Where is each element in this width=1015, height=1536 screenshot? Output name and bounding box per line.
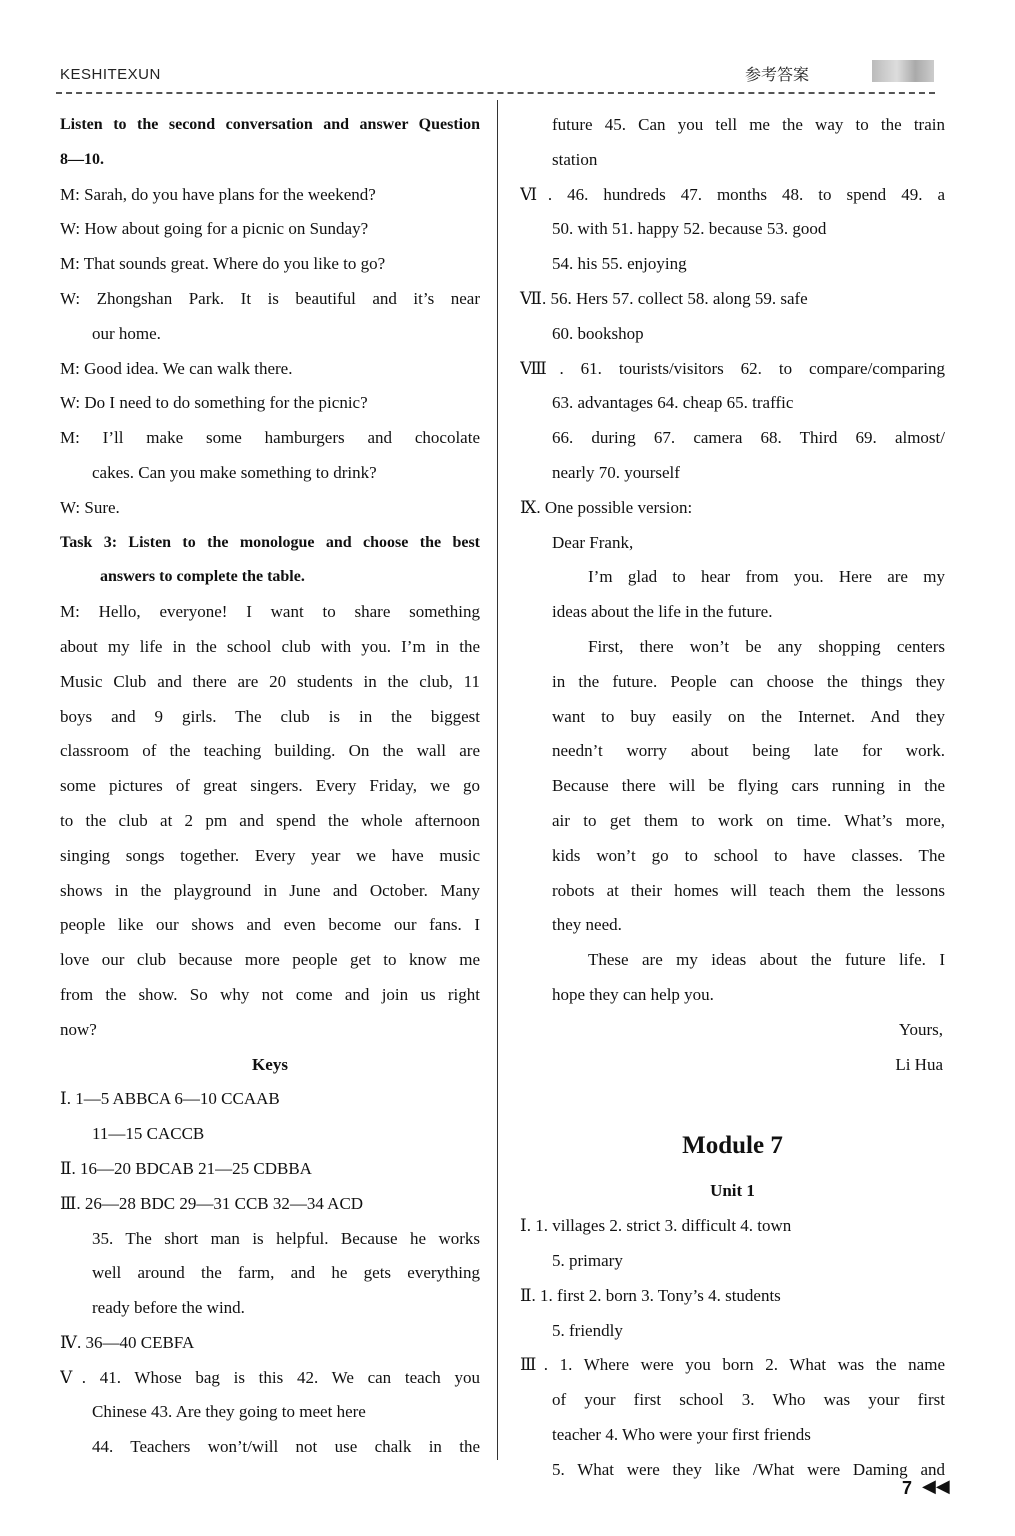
section-title: 参考答案: [745, 65, 810, 84]
text-line: W: Zhongshan Park. It is beautiful and it’s near: [60, 288, 480, 308]
text-line: kids won’t go to school to have classes. The: [552, 845, 945, 865]
text-line: 54. his 55. enjoying: [552, 254, 687, 274]
text-line: Ⅶ. 56. Hers 57. collect 58. along 59. safe: [520, 288, 808, 308]
text-line: about my life in the school club with you. I’m in the: [60, 636, 480, 656]
text-line: Unit 1: [710, 1181, 755, 1201]
text-line: Yours,: [898, 1019, 943, 1039]
text-line: Ⅲ. 26—28 BDC 29—31 CCB 32—34 ACD: [60, 1193, 364, 1213]
text-line: in the future. People can choose the things they: [552, 671, 945, 691]
text-line: First, there won’t be any shopping centers: [588, 636, 945, 656]
brand-label: KESHITEXUN: [60, 66, 161, 83]
text-line: from the show. So why not come and join us right: [60, 984, 480, 1004]
text-line: classroom of the teaching building. On the wall are: [60, 741, 480, 761]
text-line: teacher 4. Who were your first friends: [552, 1424, 811, 1444]
text-line: air to get them to work on time. What’s more,: [552, 810, 945, 830]
text-line: robots at their homes will teach them the lessons: [552, 880, 945, 900]
text-line: shows in the playground in June and October. Many: [60, 880, 480, 900]
page-number: 7: [902, 1478, 913, 1498]
text-line: Dear Frank,: [552, 532, 634, 552]
text-line: love our club because more people get to know me: [60, 950, 480, 970]
text-line: Listen to the second conversation and answer Question: [60, 116, 480, 133]
text-line: W: Do I need to do something for the picnic?: [60, 393, 368, 413]
text-line: boys and 9 girls. The club is in the biggest: [60, 706, 480, 726]
text-line: people like our shows and even become our fans. I: [60, 915, 480, 935]
text-line: 50. with 51. happy 52. because 53. good: [552, 219, 827, 239]
text-line: W: Sure.: [60, 497, 120, 517]
text-line: Ⅲ. 1. Where were you born 2. What was the name: [520, 1355, 945, 1375]
text-line: Ⅷ. 61. tourists/visitors 62. to compare/comparing: [520, 358, 945, 378]
text-line: Task 3: Listen to the monologue and choose the best: [60, 533, 480, 551]
text-line: Module 7: [682, 1132, 783, 1160]
text-line: M: Sarah, do you have plans for the weekend?: [60, 184, 376, 204]
text-line: 5. friendly: [552, 1320, 623, 1340]
text-line: well around the farm, and he gets everything: [92, 1263, 480, 1283]
text-line: 5. What were they like /What were Daming and: [552, 1459, 945, 1479]
text-line: 44. Teachers won’t/will not use chalk in the: [92, 1437, 480, 1457]
text-line: 63. advantages 64. cheap 65. traffic: [552, 393, 794, 413]
text-line: some pictures of great singers. Every Friday, we go: [60, 776, 480, 796]
text-line: M: I’ll make some hamburgers and chocolate: [60, 428, 480, 448]
text-line: Ⅸ. One possible version:: [520, 497, 693, 517]
text-line: answers to complete the table.: [100, 568, 305, 586]
text-line: cakes. Can you make something to drink?: [92, 462, 377, 482]
text-line: Ⅳ. 36—40 CEBFA: [60, 1332, 195, 1352]
text-line: 60. bookshop: [552, 323, 644, 343]
left-column: [60, 108, 480, 1465]
text-line: to the club at 2 pm and spend the whole afternoon: [60, 810, 480, 830]
text-line: Ⅱ. 1. first 2. born 3. Tony’s 4. students: [520, 1285, 781, 1305]
text-line: I’m glad to hear from you. Here are my: [588, 567, 945, 587]
text-line: Ⅵ. 46. hundreds 47. months 48. to spend 49. a: [520, 184, 945, 204]
text-line: 8—10.: [60, 150, 104, 168]
text-line: Chinese 43. Are they going to meet here: [92, 1402, 366, 1422]
text-line: 11—15 CACCB: [92, 1124, 205, 1144]
column-divider: [497, 100, 498, 1460]
text-line: want to buy easily on the Internet. And they: [552, 706, 945, 726]
text-line: our home.: [92, 323, 161, 343]
text-line: station: [552, 149, 598, 169]
header-divider: [56, 92, 935, 94]
text-line: nearly 70. yourself: [552, 462, 680, 482]
text-line: Ⅰ. 1—5 ABBCA 6—10 CCAAB: [60, 1089, 280, 1109]
text-line: of your first school 3. Who was your first: [552, 1390, 945, 1410]
text-line: Ⅴ. 41. Whose bag is this 42. We can teach you: [60, 1367, 480, 1387]
page-arrow-icon: ◀◀: [922, 1476, 950, 1497]
text-line: they need.: [552, 915, 622, 935]
text-line: Music Club and there are 20 students in the club, 11: [60, 671, 480, 691]
text-line: ideas about the life in the future.: [552, 602, 773, 622]
text-line: future 45. Can you tell me the way to the train: [552, 115, 945, 134]
text-line: hope they can help you.: [552, 984, 714, 1004]
text-line: ready before the wind.: [92, 1298, 245, 1318]
text-line: M: That sounds great. Where do you like to go?: [60, 254, 386, 274]
text-line: singing songs together. Every year we have music: [60, 845, 480, 865]
text-line: [520, 1082, 945, 1106]
text-line: Li Hua: [895, 1054, 943, 1074]
text-line: W: How about going for a picnic on Sunday?: [60, 219, 369, 239]
text-line: M: Good idea. We can walk there.: [60, 358, 293, 378]
text-line: M: Hello, everyone! I want to share something: [60, 602, 480, 622]
text-line: Ⅰ. 1. villages 2. strict 3. difficult 4. town: [520, 1216, 792, 1236]
text-line: Because there will be flying cars running in the: [552, 776, 945, 796]
text-line: 35. The short man is helpful. Because he works: [92, 1228, 480, 1248]
text-line: Ⅱ. 16—20 BDCAB 21—25 CDBBA: [60, 1158, 312, 1178]
text-line: needn’t worry about being late for work.: [552, 741, 945, 761]
text-line: now?: [60, 1019, 97, 1039]
text-line: Keys: [252, 1054, 288, 1074]
right-column: [520, 108, 945, 1487]
text-line: 5. primary: [552, 1250, 623, 1270]
text-line: These are my ideas about the future life. I: [588, 950, 945, 970]
header-decoration: [872, 60, 934, 82]
text-line: 66. during 67. camera 68. Third 69. almost/: [552, 428, 945, 448]
